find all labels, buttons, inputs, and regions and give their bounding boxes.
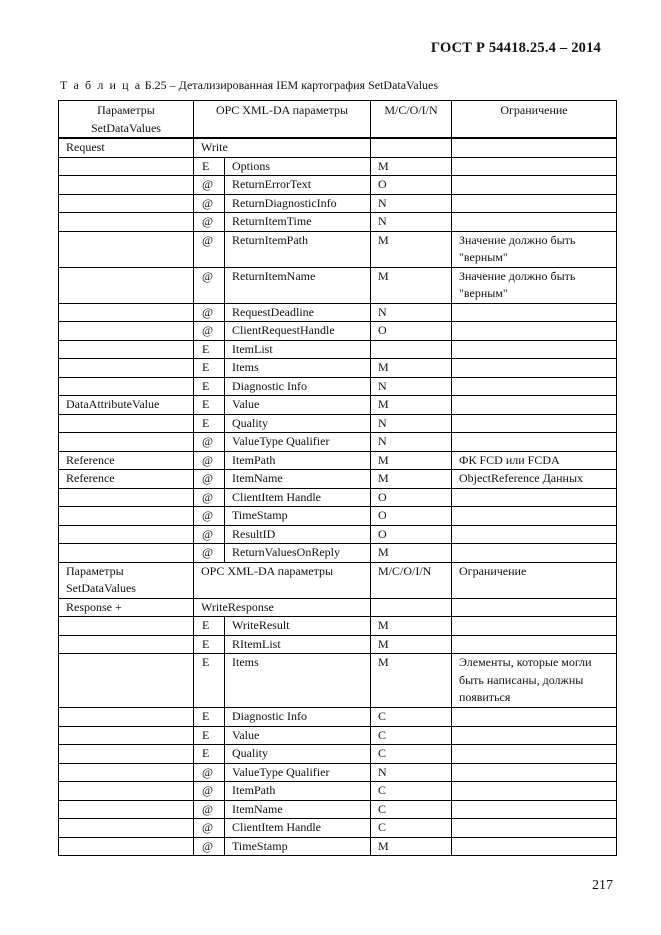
cell-parameter: Reference — [59, 451, 194, 470]
table-row — [59, 726, 617, 745]
cell-moc: M — [371, 470, 452, 489]
cell-symbol: @ — [194, 303, 225, 322]
cell-restriction — [452, 726, 617, 745]
cell-parameter: Reference — [59, 470, 194, 489]
cell-parameter — [59, 837, 194, 856]
cell-moc: M — [371, 267, 452, 303]
cell-name: TimeStamp — [225, 837, 371, 856]
cell-name: ValueType Qualifier — [225, 763, 371, 782]
mapping-table — [58, 100, 617, 856]
cell-symbol: @ — [194, 194, 225, 213]
table-row — [59, 525, 617, 544]
cell-restriction — [452, 819, 617, 838]
table-row — [59, 617, 617, 636]
cell-name: ReturnErrorText — [225, 176, 371, 195]
cell-moc: M/C/O/I/N — [371, 562, 452, 598]
cell-moc: O — [371, 488, 452, 507]
cell-restriction — [452, 617, 617, 636]
cell-parameter — [59, 359, 194, 378]
cell-symbol: @ — [194, 267, 225, 303]
cell-name: ReturnDiagnosticInfo — [225, 194, 371, 213]
table-row — [59, 507, 617, 526]
cell-name: Quality — [225, 745, 371, 764]
cell-parameter — [59, 507, 194, 526]
cell-symbol: @ — [194, 837, 225, 856]
cell-symbol: @ — [194, 525, 225, 544]
header-row — [59, 101, 617, 139]
cell-moc — [371, 138, 452, 157]
cell-moc: N — [371, 194, 452, 213]
column-header-restriction: Ограничение — [452, 101, 617, 139]
cell-moc: C — [371, 726, 452, 745]
cell-parameter — [59, 544, 194, 563]
cell-name: Options — [225, 157, 371, 176]
cell-parameter — [59, 194, 194, 213]
cell-restriction — [452, 745, 617, 764]
cell-symbol: E — [194, 726, 225, 745]
cell-restriction — [452, 800, 617, 819]
cell-name: Write — [194, 138, 371, 157]
cell-symbol: E — [194, 340, 225, 359]
cell-moc: O — [371, 525, 452, 544]
cell-restriction — [452, 359, 617, 378]
table-row — [59, 303, 617, 322]
cell-moc: N — [371, 433, 452, 452]
cell-restriction — [452, 176, 617, 195]
cell-restriction — [452, 322, 617, 341]
cell-restriction — [452, 763, 617, 782]
cell-parameter — [59, 745, 194, 764]
table-row — [59, 194, 617, 213]
cell-symbol: @ — [194, 231, 225, 267]
cell-symbol: E — [194, 745, 225, 764]
cell-symbol: E — [194, 654, 225, 708]
column-header-parameters: Параметры SetDataValues — [59, 101, 194, 139]
cell-symbol: @ — [194, 451, 225, 470]
cell-parameter — [59, 414, 194, 433]
cell-restriction: ФК FCD или FCDA — [452, 451, 617, 470]
cell-restriction — [452, 544, 617, 563]
cell-parameter — [59, 726, 194, 745]
cell-moc: N — [371, 377, 452, 396]
cell-moc: M — [371, 635, 452, 654]
cell-restriction — [452, 837, 617, 856]
cell-restriction — [452, 507, 617, 526]
table-row — [59, 745, 617, 764]
table-row — [59, 837, 617, 856]
table-caption — [60, 78, 438, 93]
cell-symbol: @ — [194, 433, 225, 452]
cell-moc: M — [371, 451, 452, 470]
cell-name: Value — [225, 726, 371, 745]
caption-number: Б.25 — [144, 78, 167, 92]
caption-label: Т а б л и ц а — [60, 78, 142, 92]
cell-symbol: E — [194, 617, 225, 636]
cell-moc: M — [371, 396, 452, 415]
cell-parameter — [59, 617, 194, 636]
cell-name: ItemPath — [225, 451, 371, 470]
cell-parameter — [59, 654, 194, 708]
table-row — [59, 598, 617, 617]
cell-parameter — [59, 708, 194, 727]
cell-name: ClientItem Handle — [225, 819, 371, 838]
cell-restriction: Значение должно быть "верным" — [452, 267, 617, 303]
cell-name: TimeStamp — [225, 507, 371, 526]
cell-restriction — [452, 414, 617, 433]
cell-restriction — [452, 433, 617, 452]
cell-restriction: ObjectReference Данных — [452, 470, 617, 489]
column-header-moc: M/C/O/I/N — [371, 101, 452, 139]
cell-symbol: @ — [194, 800, 225, 819]
cell-parameter — [59, 488, 194, 507]
cell-symbol: @ — [194, 782, 225, 801]
cell-name: ItemName — [225, 800, 371, 819]
cell-symbol: E — [194, 157, 225, 176]
cell-parameter — [59, 635, 194, 654]
table-row — [59, 396, 617, 415]
cell-symbol: E — [194, 396, 225, 415]
cell-name: RequestDeadline — [225, 303, 371, 322]
cell-moc: M — [371, 617, 452, 636]
cell-moc: C — [371, 745, 452, 764]
cell-moc: M — [371, 837, 452, 856]
cell-parameter — [59, 377, 194, 396]
cell-restriction — [452, 157, 617, 176]
cell-name: Value — [225, 396, 371, 415]
cell-moc: O — [371, 176, 452, 195]
cell-name: Quality — [225, 414, 371, 433]
cell-name: ReturnItemPath — [225, 231, 371, 267]
cell-parameter: Параметры SetDataValues — [59, 562, 194, 598]
table-row — [59, 267, 617, 303]
cell-moc — [371, 340, 452, 359]
cell-symbol: @ — [194, 819, 225, 838]
page-number: 217 — [592, 878, 613, 893]
cell-moc: M — [371, 157, 452, 176]
cell-parameter — [59, 800, 194, 819]
cell-restriction — [452, 635, 617, 654]
cell-restriction — [452, 598, 617, 617]
cell-name: RItemList — [225, 635, 371, 654]
cell-parameter — [59, 231, 194, 267]
cell-name: Diagnostic Info — [225, 708, 371, 727]
cell-parameter — [59, 763, 194, 782]
table-row — [59, 708, 617, 727]
table-row — [59, 377, 617, 396]
cell-parameter — [59, 157, 194, 176]
cell-name: ReturnItemName — [225, 267, 371, 303]
table-row — [59, 359, 617, 378]
cell-moc: N — [371, 213, 452, 232]
cell-parameter: Request — [59, 138, 194, 157]
cell-name: ReturnValuesOnReply — [225, 544, 371, 563]
cell-moc: M — [371, 231, 452, 267]
cell-restriction — [452, 377, 617, 396]
cell-moc — [371, 598, 452, 617]
table-row — [59, 176, 617, 195]
cell-parameter — [59, 303, 194, 322]
table-row — [59, 414, 617, 433]
cell-symbol: E — [194, 359, 225, 378]
cell-moc: C — [371, 800, 452, 819]
cell-restriction: Значение должно быть "верным" — [452, 231, 617, 267]
cell-restriction: Элементы, которые могли быть написаны, должны появиться — [452, 654, 617, 708]
table-row — [59, 157, 617, 176]
cell-restriction — [452, 782, 617, 801]
cell-parameter: DataAttributeValue — [59, 396, 194, 415]
document-header: ГОСТ Р 54418.25.4 – 2014 — [430, 40, 601, 56]
cell-moc: M — [371, 359, 452, 378]
cell-name: ClientRequestHandle — [225, 322, 371, 341]
cell-symbol: @ — [194, 322, 225, 341]
cell-moc: C — [371, 819, 452, 838]
cell-moc: M — [371, 654, 452, 708]
table-row — [59, 819, 617, 838]
table-row — [59, 433, 617, 452]
cell-name: Items — [225, 359, 371, 378]
caption-text: – Детализированная IEM картография SetDataValues — [166, 78, 439, 92]
cell-parameter: Response + — [59, 598, 194, 617]
cell-symbol: @ — [194, 176, 225, 195]
cell-restriction — [452, 138, 617, 157]
cell-name: ValueType Qualifier — [225, 433, 371, 452]
column-header-opc: OPC XML-DA параметры — [194, 101, 371, 139]
table-row — [59, 654, 617, 708]
cell-symbol: @ — [194, 470, 225, 489]
cell-parameter — [59, 340, 194, 359]
cell-moc: N — [371, 763, 452, 782]
table-row — [59, 340, 617, 359]
table-row — [59, 213, 617, 232]
cell-symbol: E — [194, 635, 225, 654]
cell-name: ClientItem Handle — [225, 488, 371, 507]
cell-restriction — [452, 340, 617, 359]
cell-symbol: @ — [194, 544, 225, 563]
cell-parameter — [59, 819, 194, 838]
cell-symbol: @ — [194, 213, 225, 232]
cell-parameter — [59, 525, 194, 544]
cell-moc: M — [371, 544, 452, 563]
cell-moc: N — [371, 414, 452, 433]
cell-moc: C — [371, 782, 452, 801]
cell-name: ReturnItemTime — [225, 213, 371, 232]
table-row — [59, 635, 617, 654]
cell-name: ItemName — [225, 470, 371, 489]
table-row — [59, 470, 617, 489]
cell-parameter — [59, 213, 194, 232]
table-row — [59, 782, 617, 801]
cell-name: ItemPath — [225, 782, 371, 801]
cell-restriction — [452, 303, 617, 322]
cell-name: ItemList — [225, 340, 371, 359]
cell-moc: O — [371, 507, 452, 526]
cell-parameter — [59, 782, 194, 801]
cell-restriction — [452, 396, 617, 415]
cell-symbol: @ — [194, 763, 225, 782]
cell-restriction — [452, 525, 617, 544]
cell-symbol: @ — [194, 488, 225, 507]
table-row — [59, 562, 617, 598]
table-row — [59, 488, 617, 507]
cell-restriction — [452, 194, 617, 213]
cell-symbol: E — [194, 708, 225, 727]
cell-moc: N — [371, 303, 452, 322]
table-row — [59, 138, 617, 157]
table-row — [59, 544, 617, 563]
cell-restriction — [452, 488, 617, 507]
table-row — [59, 451, 617, 470]
table-body — [59, 138, 617, 856]
cell-name: Diagnostic Info — [225, 377, 371, 396]
cell-symbol: E — [194, 414, 225, 433]
cell-name: WriteResult — [225, 617, 371, 636]
cell-parameter — [59, 176, 194, 195]
cell-name: Items — [225, 654, 371, 708]
cell-parameter — [59, 322, 194, 341]
cell-parameter — [59, 433, 194, 452]
table-row — [59, 322, 617, 341]
table-row — [59, 763, 617, 782]
table-row — [59, 800, 617, 819]
cell-name: WriteResponse — [194, 598, 371, 617]
cell-restriction: Ограничение — [452, 562, 617, 598]
cell-symbol: @ — [194, 507, 225, 526]
cell-restriction — [452, 708, 617, 727]
cell-name: ResultID — [225, 525, 371, 544]
cell-restriction — [452, 213, 617, 232]
cell-parameter — [59, 267, 194, 303]
cell-symbol: E — [194, 377, 225, 396]
cell-moc: C — [371, 708, 452, 727]
cell-moc: O — [371, 322, 452, 341]
cell-name: OPC XML-DA параметры — [194, 562, 371, 598]
table-row — [59, 231, 617, 267]
